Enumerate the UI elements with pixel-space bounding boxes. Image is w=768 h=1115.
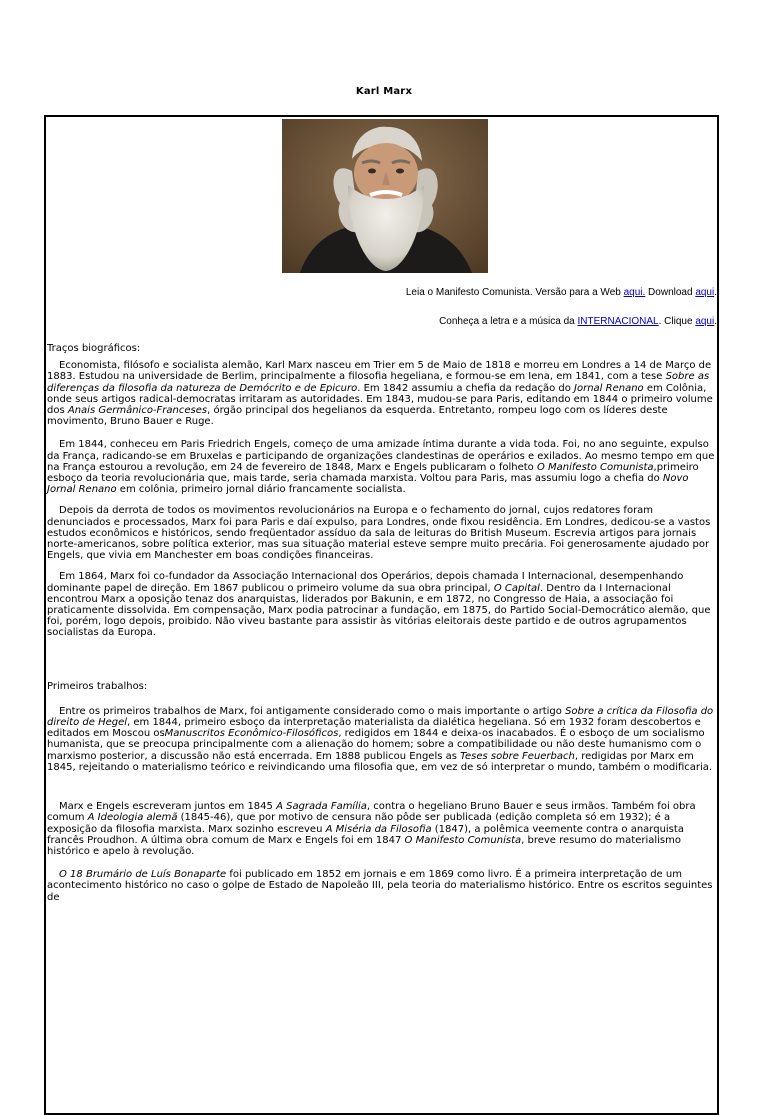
section-heading: Traços biográficos: — [47, 343, 141, 354]
text-run: . Dentro da I Internacional encontrou Marx a oposição tenaz dos anarquistas, liderados por Bakunin, e em 1872, no Congresso de Haia, a associação foi praticamente dissolvida. Em compensação, Marx podia patrocinar a fundação, em 1875, do Partido Social-Democrático alemão, que foi, porém, logo depois, proibido. Não viveu bastante para assistir às vitórias eleitorais deste partido e de outros agrupamentos socialistas da Europa. — [47, 582, 711, 639]
paragraph — [47, 706, 717, 773]
text-run: em Colônia, onde seus artigos radical-democratas irritaram as autoridades. Em 1843, mudou-se para Paris, editando em 1844 o primeiro volume dos — [47, 382, 713, 417]
karl-marx-portrait — [282, 119, 488, 273]
italic-title: A Ideologia alemã — [87, 812, 178, 824]
text-run: , redigidos em 1844 e deixa-os inacabados. É o esboço de um socialismo humanista, que se preocupa principalmente com a alienação do homem; sobre a compatibilidade ou não deste humanismo com o marxismo posterior, a discussão não está encerrada. Em 1888 publicou Engels as — [47, 728, 705, 762]
text-run: , contra o hegeliano Bruno Bauer e seus irmãos. Também foi obra comum — [47, 801, 696, 824]
text-run: (1845-46), que por motivo de censura não pôde ser publicada (edição completa só em 1932); é a exposição da filosofia marxista. Marx sozinho escreveu — [47, 812, 671, 835]
paragraph — [47, 439, 717, 495]
text-run: . Em 1842 assumiu a chefia da redação do — [357, 382, 575, 394]
italic-title: O Capital — [493, 582, 540, 594]
text-run: , redigidas por Marx em 1845, rejeitando o materialismo teórico e reivindicando uma filosofia que, em vez de só interpretar o mundo, também o modificaria. — [47, 750, 713, 773]
text-run: Conheça a letra e a música da — [439, 316, 578, 327]
text-run: Economista, filósofo e socialista alemão, Karl Marx nasceu em Trier em 5 de Maio de 1818 e morreu em Londres a 14 de Março de 1883. Estudou na universidade de Berlim, principalmente a filosofia hegeliana, e formou-se em Iena, em 1841, com a tese — [47, 360, 712, 383]
text-run: foi publicado em 1852 em jornais e em 1869 como livro. É a primeira interpretação de um acontecimento histórico no caso o golpe de Estado de Napoleão III, pela teoria do materialismo histórico. Entre os escritos seguintes de — [47, 869, 713, 903]
paragraph — [47, 505, 717, 561]
text-run: Entre os primeiros trabalhos de Marx, foi antigamente considerado como o mais importante o artigo — [59, 705, 566, 717]
paragraph — [47, 869, 717, 903]
text-run: . Clique — [658, 316, 696, 327]
paragraph — [47, 571, 717, 638]
paragraph — [47, 801, 717, 857]
italic-title: Manuscritos Econômico-Filosóficos — [164, 728, 339, 740]
italic-title: Anais Germânico-Franceses — [67, 405, 208, 417]
text-run: em colônia, primeiro jornal diário francamente socialista. — [116, 484, 406, 496]
italic-title: Teses sobre Feuerbach — [460, 750, 575, 762]
italic-title: Sobre a crítica da Filosofia do direito de Hegel — [47, 705, 714, 729]
text-run: . — [714, 316, 717, 327]
text-run: (1847), a polêmica veemente contra o anarquista francês Proudhon. A última obra comum de Marx e Engels foi em 1847 — [47, 823, 684, 846]
text-run: ,primeiro esboço da teoria revolucionária que, mais tarde, seria chamada marxista. Voltou para Paris, mas assumiu logo a chefia do — [47, 461, 699, 485]
italic-title: O Manifesto Comunista — [536, 461, 654, 473]
italic-title: A Miséria da Filosofia — [325, 823, 432, 835]
link[interactable]: INTERNACIONAL — [577, 316, 659, 327]
text-run: Leia o Manifesto Comunista. Versão para a Web — [405, 287, 624, 298]
article-body — [47, 343, 717, 903]
paragraph — [47, 360, 717, 427]
italic-title: A Sagrada Família — [276, 801, 367, 813]
manifesto-link-line — [406, 287, 717, 299]
text-run: , em 1844, primeiro esboço da interpretação materialista da dialética hegeliana. Só em 1932 foram descobertos e editados em Moscou os — [47, 717, 701, 740]
text-run: Em 1864, Marx foi co-fundador da Associação Internacional dos Operários, depois chamada I Internacional, desempenhando dominante papel de direção. Em 1867 publicou o primeiro volume da sua obra principal, — [47, 571, 684, 594]
italic-title: Novo Jornal Renano — [47, 473, 689, 496]
document-title: Karl Marx — [355, 86, 413, 97]
text-run: Em 1844, conheceu em Paris Friedrich Engels, começo de uma amizade íntima durante a vida toda. Foi, no ano seguinte, expulso da França, radicando-se em Bruxelas e participando de organizações clandestinas de operários e exilados. Ao mesmo tempo em que na França estourou a revolução, em 24 de fevereiro de 1848, Marx e Engels publicaram o folheto — [47, 439, 715, 473]
text-run: . — [714, 287, 717, 298]
link[interactable]: aqui. — [623, 287, 646, 298]
italic-title: O Manifesto Comunista — [404, 834, 522, 846]
section-heading: Primeiros trabalhos: — [47, 680, 148, 692]
content-frame — [44, 115, 719, 1115]
text-run: , breve resumo do materialismo histórico e apelo à revolução. — [47, 834, 681, 857]
italic-title: Jornal Renano — [574, 382, 644, 394]
text-run: Depois da derrota de todos os movimentos revolucionários na Europa e o fechamento do jornal, cujos redatores foram denunciados e processados, Marx foi para Paris e daí expulso, para Londres, onde fixou residência. Em Londres, dedicou-se a vastos estudos econômicos e históricos, sendo freqüentador assíduo da sala de leituras do British Museum. Escrevia artigos para jornais norte-americanos, sobre política exterior, mas sua situação material esteve sempre muito precária. Foi generosamente ajudado por Engels, que vivia em Manchester em boas condições financeiras. — [47, 505, 711, 562]
text-run: , órgão principal dos hegelianos da esquerda. Entretanto, rompeu logo com os líderes deste movimento, Bruno Bauer e Ruge. — [47, 405, 668, 428]
link[interactable]: aqui — [695, 316, 715, 327]
link[interactable]: aqui — [695, 287, 715, 298]
text-run: Marx e Engels escreveram juntos em 1845 — [59, 801, 277, 813]
text-run: Download — [645, 287, 696, 298]
italic-title: O 18 Brumário de Luís Bonaparte — [59, 869, 227, 881]
italic-title: Sobre as diferenças da filosofia da natureza de Demócrito e de Epicuro — [47, 371, 710, 394]
internacional-link-line — [439, 316, 717, 328]
